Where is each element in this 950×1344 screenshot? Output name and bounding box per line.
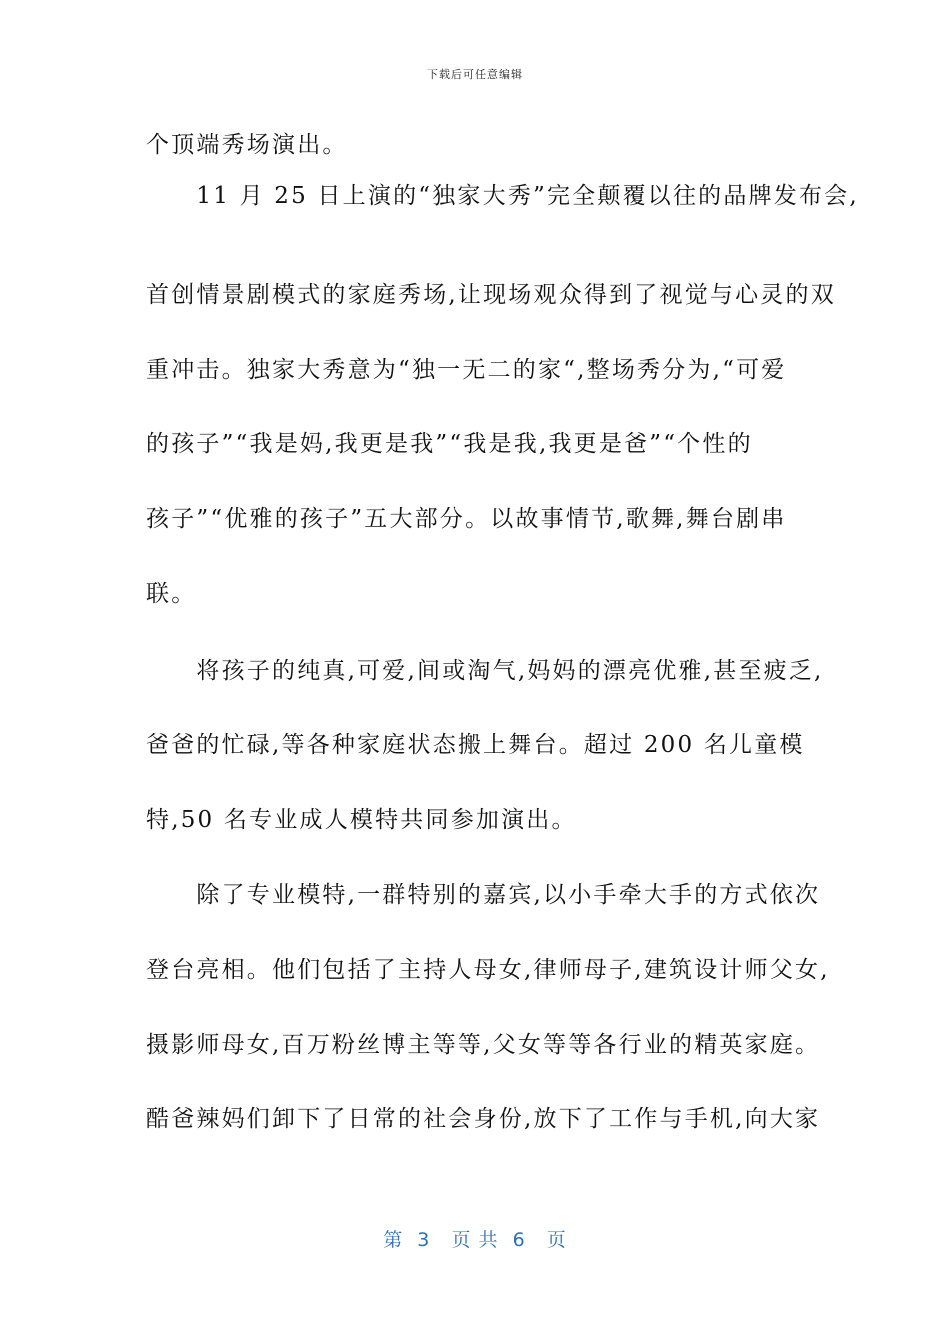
body-line: 摄影师母女,百万粉丝博主等等,父女等等各行业的精英家庭。 [146,1032,821,1058]
page-footer [0,1225,950,1252]
body-line: 登台亮相。他们包括了主持人母女,律师母子,建筑设计师父女, [146,957,830,983]
page-number-label: 第 3 页 共 6 页 [383,1229,567,1251]
page-header: 下载后可任意编辑 [427,68,523,81]
body-line: 酷爸辣妈们卸下了日常的社会身份,放下了工作与手机,向大家 [146,1106,821,1132]
body-line: 个顶端秀场演出。 [146,132,348,158]
body-line: 孩子”“优雅的孩子”五大部分。以故事情节,歌舞,舞台剧串 [146,506,787,532]
body-line: 爸爸的忙碌,等各种家庭状态搬上舞台。超过 200 名儿童模 [146,732,805,758]
body-line: 除了专业模特,一群特别的嘉宾,以小手牵大手的方式依次 [146,882,821,908]
body-line: 首创情景剧模式的家庭秀场,让现场观众得到了视觉与心灵的双 [146,282,836,308]
body-line: 联。 [146,581,197,607]
body-line: 的孩子”“我是妈,我更是我”“我是我,我更是爸”“个性的 [146,431,753,457]
body-line: 11 月 25 日上演的“独家大秀”完全颠覆以往的品牌发布会, [146,183,859,209]
body-line: 将孩子的纯真,可爱,间或淘气,妈妈的漂亮优雅,甚至疲乏, [146,658,824,684]
body-line: 重冲击。独家大秀意为“独一无二的家“,整场秀分为,“可爱 [146,357,787,383]
body-line: 特,50 名专业成人模特共同参加演出。 [146,807,577,833]
